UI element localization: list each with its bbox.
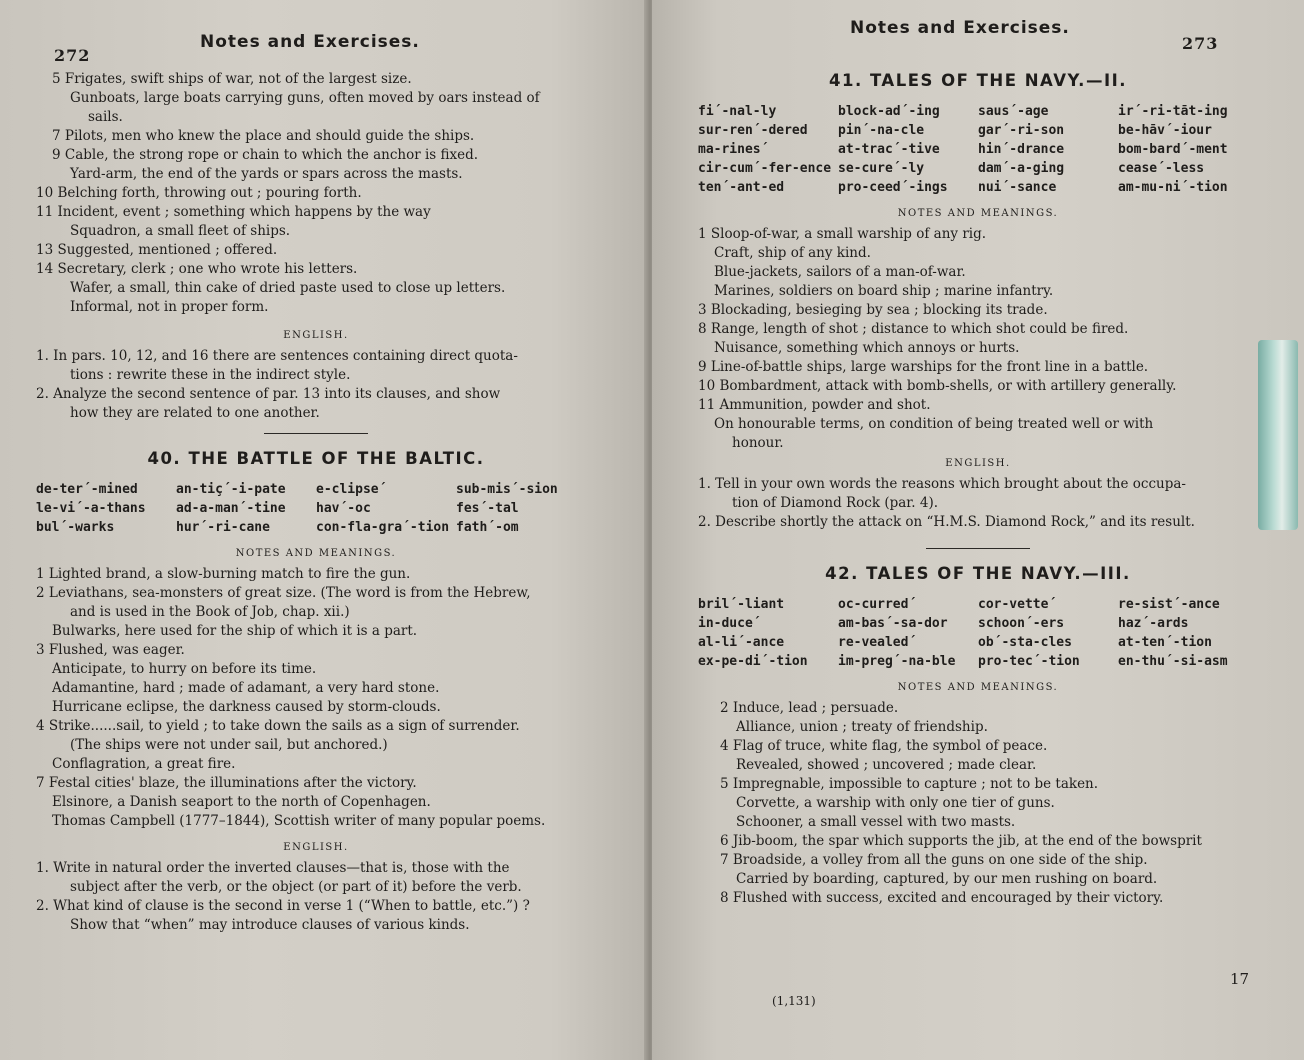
note-line: 2 Leviathans, sea-monsters of great size. (The word is from the Hebrew, (36, 585, 531, 601)
signature-mark: 17 (1230, 970, 1250, 988)
note-line: 10 Bombardment, attack with bomb-shells, or with artillery generally. (698, 378, 1177, 394)
word: im-preg´-na-ble (838, 654, 956, 669)
word: at-ten´-tion (1118, 635, 1212, 650)
right-content (698, 66, 1258, 908)
note-line: 13 Suggested, mentioned ; offered. (36, 242, 278, 258)
word: gar´-ri-son (978, 123, 1065, 138)
note-line: Thomas Campbell (1777–1844), Scottish writer of many popular poems. (52, 813, 546, 829)
word: block-ad´-ing (838, 104, 940, 119)
note-line: Blue-jackets, sailors of a man-of-war. (714, 264, 966, 280)
note-line: 5 Impregnable, impossible to capture ; not to be taken. (720, 776, 1099, 792)
exercise-line: 1. Write in natural order the inverted clauses—that is, those with the (36, 860, 510, 876)
note-line: Alliance, union ; treaty of friendship. (736, 719, 988, 735)
exercises (36, 347, 596, 423)
note-line: 11 Incident, event ; something which happens by the way (36, 204, 431, 220)
note-line: 1 Lighted brand, a slow-burning match to fire the gun. (36, 566, 411, 582)
word: al-li´-ance (698, 635, 785, 650)
note-line: Informal, not in proper form. (70, 299, 269, 315)
word: cor-vette´ (978, 597, 1057, 612)
divider (926, 548, 1030, 549)
word: sur-ren´-dered (698, 123, 808, 138)
notes (698, 699, 1258, 908)
word: se-cure´-ly (838, 161, 925, 176)
exercise-line: tions : rewrite these in the indirect style. (70, 367, 351, 383)
page-number: 272 (54, 46, 91, 65)
exercises (698, 475, 1258, 532)
word: sub-mis´-sion (456, 482, 558, 497)
note-line: Revealed, showed ; uncovered ; made clear. (736, 757, 1037, 773)
word: nui´-sance (978, 180, 1057, 195)
note-line: 14 Secretary, clerk ; one who wrote his letters. (36, 261, 358, 277)
note-line: Yard-arm, the end of the yards or spars across the masts. (70, 166, 463, 182)
note-line: 1 Sloop-of-war, a small warship of any rig. (698, 226, 987, 242)
note-line: 3 Blockading, besieging by sea ; blocking its trade. (698, 302, 1048, 318)
word: dam´-a-ging (978, 161, 1065, 176)
left-page (0, 0, 648, 1060)
note-line: Bulwarks, here used for the ship of which it is a part. (52, 623, 418, 639)
exercise-line: subject after the verb, or the object (or part of it) before the verb. (70, 879, 522, 895)
word: hur´-ri-cane (176, 520, 270, 535)
note-line: On honourable terms, on condition of being treated well or with (714, 416, 1154, 432)
exercise-line: 1. Tell in your own words the reasons which brought about the occupa- (698, 476, 1186, 492)
word: cir-cum´-fer-ence (698, 161, 832, 176)
word: bril´-liant (698, 597, 785, 612)
word: hin´-drance (978, 142, 1065, 157)
section-heading: NOTES AND MEANINGS. (897, 208, 1059, 219)
word: oc-curred´ (838, 597, 917, 612)
exercise-line: tion of Diamond Rock (par. 4). (732, 495, 939, 511)
word: schoon´-ers (978, 616, 1065, 631)
note-line: 3 Flushed, was eager. (36, 642, 185, 658)
note-line: Elsinore, a Danish seaport to the north of Copenhagen. (52, 794, 431, 810)
note-line: Corvette, a warship with only one tier of guns. (736, 795, 1055, 811)
exercise-line: 1. In pars. 10, 12, and 16 there are sentences containing direct quota- (36, 348, 518, 364)
note-line: and is used in the Book of Job, chap. xii.) (70, 604, 350, 620)
word: pro-ceed´-ings (838, 180, 948, 195)
note-line: 7 Pilots, men who knew the place and should guide the ships. (52, 128, 475, 144)
word: ma-rines´ (698, 142, 769, 157)
word: cease´-less (1118, 161, 1205, 176)
note-line: 9 Cable, the strong rope or chain to which the anchor is fixed. (52, 147, 479, 163)
word: an-tiç´-i-pate (176, 482, 286, 497)
section-heading: ENGLISH. (283, 842, 349, 853)
word: at-trac´-tive (838, 142, 940, 157)
right-page (652, 0, 1304, 1060)
note-line: 9 Line-of-battle ships, large warships for the front line in a battle. (698, 359, 1149, 375)
print-code: (1,131) (772, 994, 816, 1008)
note-line: 2 Induce, lead ; persuade. (720, 700, 899, 716)
note-line: 7 Festal cities' blaze, the illuminations after the victory. (36, 775, 417, 791)
note-line: Wafer, a small, thin cake of dried paste used to close up letters. (70, 280, 506, 296)
note-line: Hurricane eclipse, the darkness caused by storm-clouds. (52, 699, 441, 715)
word: e-clipse´ (316, 482, 387, 497)
running-head: Notes and Exercises. (850, 18, 1070, 38)
word: re-vealed´ (838, 635, 917, 650)
exercise-line: how they are related to one another. (70, 405, 320, 421)
word: bul´-warks (36, 520, 115, 535)
word: pro-tec´-tion (978, 654, 1080, 669)
note-line: Marines, soldiers on board ship ; marine infantry. (714, 283, 1054, 299)
word: le-vi´-a-thans (36, 501, 146, 516)
note-line: 8 Flushed with success, excited and encouraged by their victory. (720, 890, 1164, 906)
word: am-bas´-sa-dor (838, 616, 948, 631)
note-line: Craft, ship of any kind. (714, 245, 871, 261)
page-number: 273 (1182, 34, 1219, 53)
word: bom-bard´-ment (1118, 142, 1228, 157)
word: ten´-ant-ed (698, 180, 785, 195)
word: fath´-om (456, 520, 519, 535)
word: be-hāv´-iour (1118, 123, 1212, 138)
running-head: Notes and Exercises. (200, 32, 420, 52)
word: ex-pe-di´-tion (698, 654, 808, 669)
note-line: (The ships were not under sail, but anchored.) (70, 737, 388, 753)
note-line: 11 Ammunition, powder and shot. (698, 397, 931, 413)
word: en-thu´-si-asm (1118, 654, 1228, 669)
glass-paperweight (1258, 340, 1298, 530)
spelling-words (698, 595, 1258, 671)
spelling-words (698, 102, 1258, 197)
word: am-mu-ni´-tion (1118, 180, 1228, 195)
word: ad-a-man´-tine (176, 501, 286, 516)
notes (36, 565, 596, 831)
exercises (36, 859, 596, 935)
note-line: Squadron, a small fleet of ships. (70, 223, 291, 239)
note-line: 4 Flag of truce, white flag, the symbol of peace. (720, 738, 1048, 754)
note-line: 4 Strike......sail, to yield ; to take down the sails as a sign of surrender. (36, 718, 520, 734)
section-heading: ENGLISH. (283, 330, 349, 341)
note-line: 5 Frigates, swift ships of war, not of the largest size. (52, 71, 412, 87)
word: saus´-age (978, 104, 1049, 119)
section-heading: NOTES AND MEANINGS. (897, 682, 1059, 693)
word: de-ter´-mined (36, 482, 138, 497)
word: in-duce´ (698, 616, 761, 631)
word: con-fla-gra´-tion (316, 520, 450, 535)
word: pin´-na-cle (838, 123, 925, 138)
note-line: Conflagration, a great fire. (52, 756, 236, 772)
lesson-title: 41. TALES OF THE NAVY.—II. (828, 71, 1127, 90)
section-heading: ENGLISH. (945, 458, 1011, 469)
note-line: 10 Belching forth, throwing out ; pouring forth. (36, 185, 362, 201)
note-line: 6 Jib-boom, the spar which supports the jib, at the end of the bowsprit (720, 833, 1202, 849)
note-line: sails. (88, 109, 123, 125)
exercise-line: 2. Analyze the second sentence of par. 13 into its clauses, and show (36, 386, 501, 402)
lesson-title: 42. TALES OF THE NAVY.—III. (825, 564, 1131, 583)
word: fes´-tal (456, 501, 519, 516)
note-line: Schooner, a small vessel with two masts. (736, 814, 1016, 830)
note-line: Nuisance, something which annoys or hurts. (714, 340, 1020, 356)
exercise-line: 2. Describe shortly the attack on “H.M.S. Diamond Rock,” and its result. (698, 514, 1195, 530)
exercise-line: 2. What kind of clause is the second in verse 1 (“When to battle, etc.”) ? (36, 898, 530, 914)
left-content (36, 70, 596, 935)
exercise-line: Show that “when” may introduce clauses of various kinds. (70, 917, 470, 933)
note-line: Gunboats, large boats carrying guns, often moved by oars instead of (70, 90, 540, 106)
word: hav´-oc (316, 501, 371, 516)
note-line: Anticipate, to hurry on before its time. (52, 661, 317, 677)
word: fi´-nal-ly (698, 104, 777, 119)
section-heading: NOTES AND MEANINGS. (235, 548, 397, 559)
notes (698, 225, 1258, 453)
lesson-title: 40. THE BATTLE OF THE BALTIC. (147, 449, 485, 468)
word: haz´-ards (1118, 616, 1189, 631)
spelling-words (36, 480, 596, 537)
note-line: honour. (732, 435, 784, 451)
divider (264, 433, 368, 434)
note-line: 7 Broadside, a volley from all the guns on one side of the ship. (720, 852, 1148, 868)
note-line: Carried by boarding, captured, by our men rushing on board. (736, 871, 1158, 887)
note-line: Adamantine, hard ; made of adamant, a very hard stone. (52, 680, 440, 696)
notes-top (36, 70, 596, 317)
word: re-sist´-ance (1118, 597, 1220, 612)
note-line: 8 Range, length of shot ; distance to which shot could be fired. (698, 321, 1129, 337)
word: ob´-sta-cles (978, 635, 1072, 650)
word: ir´-ri-tāt-ing (1118, 104, 1228, 119)
